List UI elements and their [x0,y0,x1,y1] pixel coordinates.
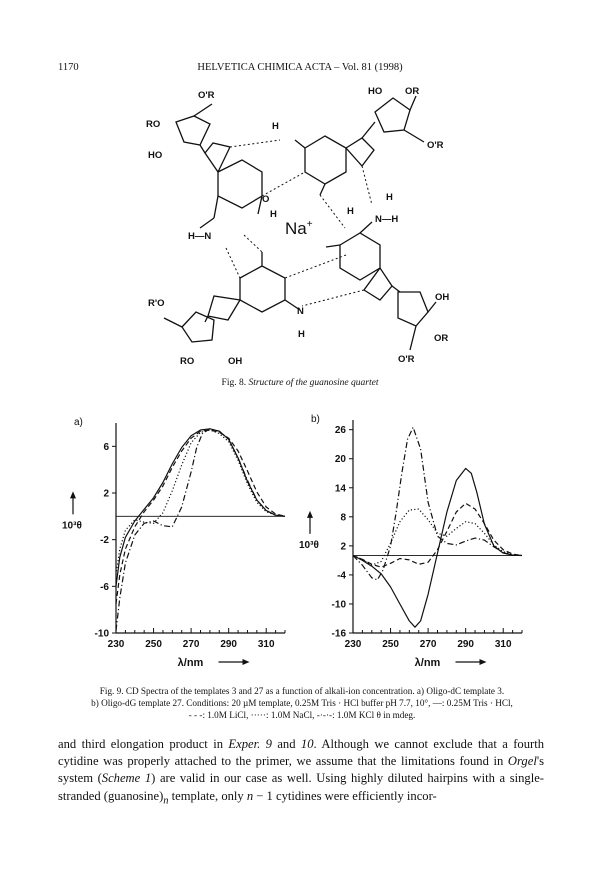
svg-text:H: H [386,192,393,203]
svg-text:O: O [262,194,270,205]
svg-text:H: H [270,209,277,220]
chart-panel-b [299,414,522,669]
x-tick-label: 250 [145,639,162,650]
y-tick-label: -6 [100,581,109,593]
body-paragraph: and third elongation product in Exper. 9 and 10. Although we cannot exclude that a fourth cytidine was properly attached to the primer, we assume that the limitations found in Orgel's system (Scheme 1) are valid in our case as well. Using highly diluted hairpins with a single-stranded $(guanosine)_n$ template, only n − 1 cytidines were efficiently incor- [58,737,545,807]
x-tick-label: 310 [494,639,512,650]
y-tick-label: -10 [331,599,346,611]
svg-text:HO: HO [148,150,163,161]
y-tick-label: -2 [100,535,109,547]
svg-text:OH: OH [228,356,243,367]
running-header [0,62,600,78]
svg-text:N—H: N—H [375,214,399,225]
svg-text:O'R: O'R [427,140,444,151]
svg-text:O'R: O'R [398,354,415,365]
y-tick-label: 26 [334,425,346,437]
fig8-caption: Fig. 8. Structure of the guanosine quartet [221,378,379,388]
y-tick-label: 8 [340,512,346,524]
svg-text:OR: OR [434,333,449,344]
x-axis-label: λ/nm [414,657,441,669]
svg-text:H: H [347,206,354,217]
svg-text:OH: OH [435,292,450,303]
y-tick-label: 2 [103,488,109,500]
fig9-caption-line-1: Fig. 9. CD Spectra of the templates 3 and 27 as a function of alkali-ion concentration. a) Oligo-dC template 3. [99,686,505,696]
svg-text:RO: RO [146,119,161,130]
series-line-dashdot [116,429,285,631]
journal-title: HELVETICA CHIMICA ACTA – Vol. 81 (1998) [197,62,403,73]
x-tick-label: 290 [220,639,238,650]
cd-spectra-figure [0,405,600,673]
x-tick-label: 270 [419,639,437,650]
y-tick-label: 14 [334,483,346,495]
y-tick-label: 2 [340,541,346,553]
fig9-caption [62,685,542,721]
y-axis-label: 10³θ [299,539,319,551]
y-arrowhead [307,511,313,518]
svg-text:RO: RO [180,356,195,367]
y-tick-label: 20 [334,454,346,466]
x-arrowhead [480,659,487,665]
page-number: 1170 [58,62,79,73]
x-tick-label: 290 [457,639,475,650]
x-axis-label: λ/nm [177,657,204,669]
panel-label: b) [311,414,320,425]
y-tick-label: -4 [337,570,346,582]
svg-text:HO: HO [368,86,383,97]
fig9-caption-line-3: - - -: 1.0M LiCl, ·····: 1.0M NaCl, -·-·-: 1.0M KCl θ in mdeg. [188,710,416,720]
svg-text:N: N [297,306,304,317]
x-tick-label: 250 [382,639,399,650]
series-line-dashed [116,430,285,604]
x-tick-label: 230 [344,639,362,650]
svg-text:H—N: H—N [188,231,212,242]
chart-panel-a [62,417,285,669]
y-tick-label: -16 [331,628,346,640]
x-tick-label: 310 [257,639,275,650]
svg-text:H: H [298,329,305,340]
svg-text:R'O: R'O [148,298,165,309]
y-tick-label: -10 [94,628,109,640]
series-line-dashdot [353,427,522,580]
x-tick-label: 270 [182,639,200,650]
series-line-solid [353,468,522,627]
fig9-caption-line-2: b) Oligo-dG template 27. Conditions: 20 µM template, 0.25M Tris · HCl buffer pH 7.7, 10°, —: 0.25M Tris · HCl, [91,698,513,708]
sodium-ion-label: Na+ [285,219,313,238]
series-line-solid [116,429,285,587]
svg-text:H: H [272,121,279,132]
y-axis-label: 10³θ [62,520,82,532]
y-tick-label: 6 [103,441,109,453]
series-line-dotted [353,509,522,565]
guanosine-quartet-structure [135,82,465,372]
x-arrowhead [243,659,250,665]
panel-label: a) [74,417,83,428]
y-arrowhead [70,491,76,498]
svg-text:OR: OR [405,86,420,97]
series-line-dashed [353,503,522,567]
svg-text:O'R: O'R [198,90,215,101]
x-tick-label: 230 [107,639,125,650]
